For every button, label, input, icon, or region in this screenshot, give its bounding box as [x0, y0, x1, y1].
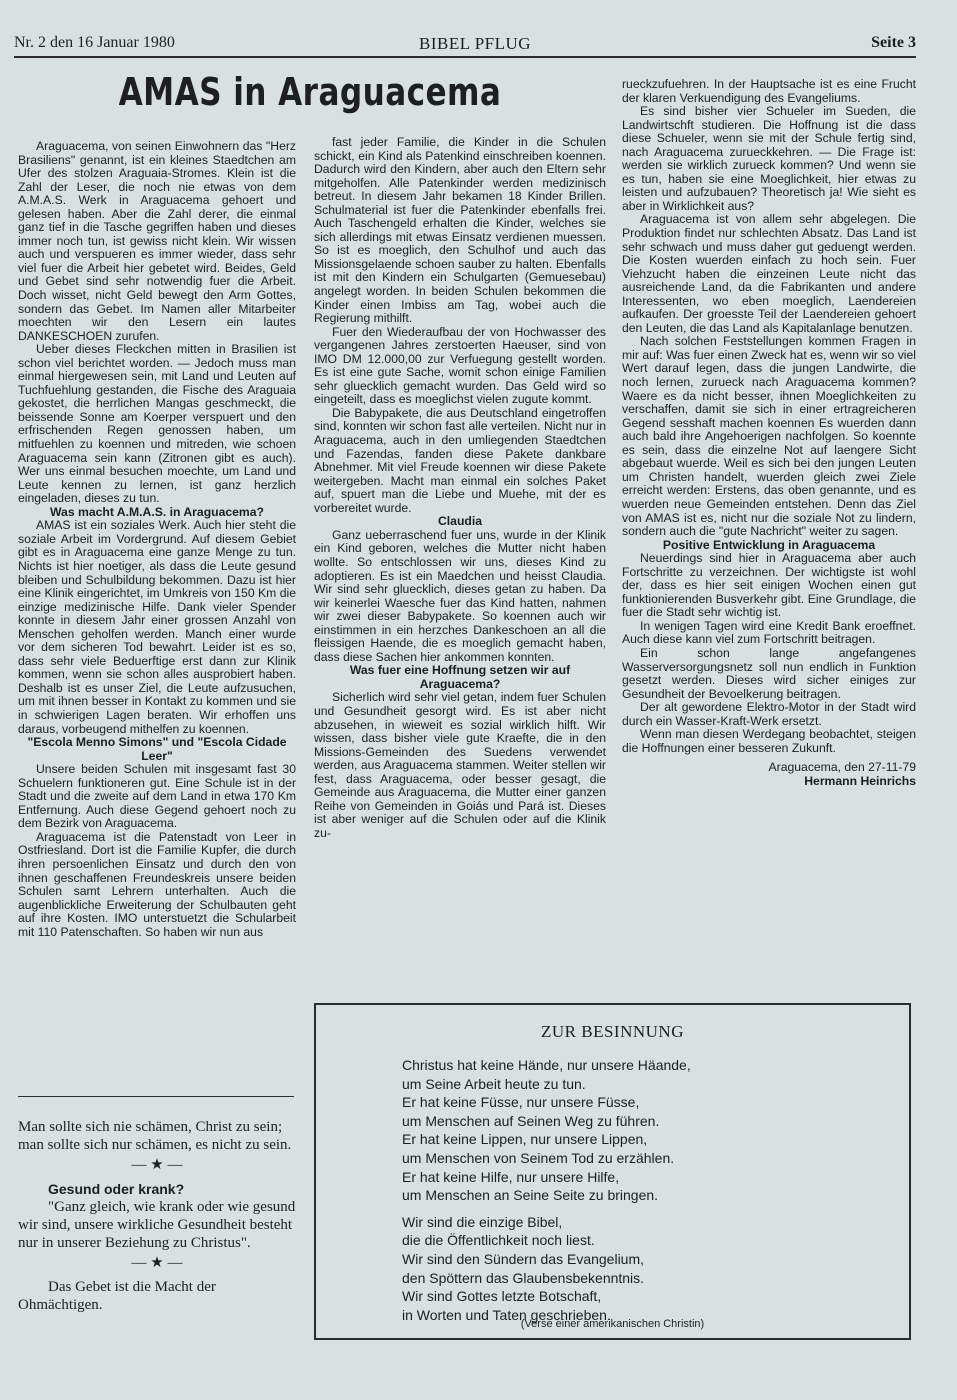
- poem-line: den Spöttern das Glaubensbekenntnis.: [402, 1269, 645, 1286]
- subheading: Was fuer eine Hoffnung setzen wir auf Araguacema?: [349, 663, 571, 691]
- paragraph: Die Babypakete, die aus Deutschland eingetroffen sind, konnten wir schon fast alle verteilen. Nicht nur in Araguacema, auch in den umliegenden Staedtchen und Fazendas, fanden diese Pakete dankbare Abnehmer. Mit viel Freude koennen wir diese Pakete weitergeben. Macht man einmal ein solches Paket auf, spuert man die Liebe und Muehe, mit der es vorbereitet wurde.: [314, 405, 606, 515]
- article-signoff: [622, 761, 916, 788]
- paragraph: Sicherlich wird sehr viel getan, indem fuer Schulen und Gesundheit gesorgt wird. Es ist aber nicht abzusehen, in wieweit es sozial wirklich hilft. Wir wissen, dass bisher viele gute Kraefte, die in den Missions-Gemeinden des Suedens verwendet werden, aus Araguacema stammen. Weiter stellen wir fest, dass Araguacema, oder besser gesagt, die Gemeinde aus Araguacema, die Mutter einer ganzen Reihe von Gemeinden in Goiás und Pará ist. Dieses ist aber weniger auf die Schulen oder auf die Klinik zu-: [314, 690, 606, 840]
- paragraph: In wenigen Tagen wird eine Kredit Bank eroeffnet. Auch diese kann viel zum Fortschritt beitragen.: [622, 618, 916, 647]
- poem-stanza-1: [402, 1056, 902, 1205]
- paragraph: Ueber dieses Fleckchen mitten in Brasilien ist schon viel berichtet worden. — Jedoch muss man einmal hiergewesen sein, mit Land und Leuten auf Tuchfuehlung gestanden, die Fische des Araguaia gekostet, die herrlichen Mangas geschmeckt, die beissende Sonne am Koerper verspuert und den erfrischenden Regen genossen haben, um mitfuehlen zu koennen und mitreden, wie schoen Araguacema sein kann (Zitronen gibt es auch). Wer uns einmal besuchen moechte, um Land und Leute kennen zu lernen, ist ganz herzlich eingeladen, dieses zu tun.: [18, 342, 296, 506]
- poem-line: Er hat keine Lippen, nur unsere Lippen,: [402, 1131, 648, 1148]
- paragraph: Ganz ueberraschend fuer uns, wurde in der Klinik ein Kind geboren, welches die Mutter nicht haben wollte. So entschlossen wir uns, dieses Kind zu adoptieren. Es ist ein Maedchen und heisst Claudia. Wir sind sehr gluecklich, dieses getan zu haben. Da wir keinerlei Waesche fuer das Kind hatten, nahmen wir zwei dieser Babypakete. So koennen auch wir einstimmen in ein herzches Dankeschoen an all die fleissigen Haende, die es moeglich gemacht haben, dass diese Sachen hier ankommen konnten.: [314, 527, 606, 664]
- poem: [402, 1056, 902, 1324]
- paragraph: Neuerdings sind hier in Araguacema aber auch Fortschritte zu verzeichnen. Der wichtigste ist wohl der, dass es hier seit einigen Wochen einen gut funktionierenden Busverkehr gibt. Eine Grundlage, die fuer die Stadt sehr wichtig ist.: [622, 551, 916, 620]
- aphorism-quote-2: "Ganz gleich, wie krank oder wie gesund wir sind, unsere wirkliche Gesundheit besteht nur in unserer Beziehung zu Christus".: [18, 1199, 296, 1251]
- signoff-date: Araguacema, den 27-11-79: [768, 760, 916, 775]
- paragraph: fast jeder Familie, die Kinder in die Schulen schickt, ein Kind als Patenkind einschreiben koennen. Dadurch wird den Kindern, aber auch den Eltern sehr mitgeholfen. Alle Patenkinder werden medizinisch betreut. In diesem Jahr bekamen 18 Kinder Brillen. Schulmaterial ist fuer die Patenkinder ebenfalls frei. Auch Taschengeld erhalten die Kinder, welches sie sich allerdings mit etwas Einsatz verdienen muessen. So ist es moeglich, den Schulhof und auch das Missionsgelaende schoen sauber zu halten. Ebenfalls ist mit den Kindern ein Schulgarten (Gemuesebau) angelegt worden. In beiden Schulen bekommen die Kinder einen Imbiss am Tag, wobei auch die Regierung mithilft.: [314, 135, 606, 326]
- poem-line: die die Öffentlichkeit noch liest.: [402, 1232, 595, 1249]
- poem-line: Christus hat keine Hände, nur unsere Häande,: [402, 1057, 691, 1073]
- paragraph: rueckzufuehren. In der Hauptsache ist es eine Frucht der klaren Verkuendigung des Evangeliums.: [622, 77, 916, 105]
- page-header: [14, 30, 916, 58]
- paragraph: Araguacema ist die Patenstadt von Leer in Ostfriesland. Dort ist die Familie Kupfer, die durch ihren persoenlichen Einsatz und durch den von ihnen geschaffenen Freundeskreis unsere beiden Schulen samt Lehrern unterhalten. Auch die augenblickliche Erweiterung der Schulbauten geht auf ihre Kosten. IMO unterstuetzt die Schularbeit mit 110 Patenschaften. So haben wir nun aus: [18, 829, 296, 939]
- paragraph: Fuer den Wiederaufbau der von Hochwasser des vergangenen Jahres zerstoerten Haeuser, sind von IMO DM 12.000,00 zur Verfuegung gestellt worden. Es ist eine gute Sache, womit schon einige Familien sehr gluecklich gemacht wurden. Das Geld wird so eingeteilt, dass es moeglichst vielen zugute kommt.: [314, 324, 606, 407]
- subheading: Was macht A.M.A.S. in Araguacema?: [49, 504, 264, 519]
- paragraph: Ein schon lange angefangenes Wasserversorgungsnetz soll nun endlich in Funktion gesetzt werden. Dieses wird sicher einiges zur Gesundheit der Bevoelkerung beitragen.: [622, 645, 916, 701]
- newspaper-name: BIBEL PFLUG: [419, 34, 532, 53]
- poem-line: Er hat keine Füsse, nur unsere Füsse,: [402, 1094, 640, 1111]
- paragraph: Nach solchen Feststellungen kommen Fragen in mir auf: Was fuer einen Zweck hat es, wenn wir so viel Wert darauf legen, dass die jungen Landwirte, die noch lernen, zurueck nach Araguacema kommen? Waere es da nicht besser, ihnen Moeglichkeiten zu verschaffen, damit sie sich in einer ertragreicheren Gegend sesshaft machen koennen Es wuerden dann auch bald ihre Angehoerigen nachfolgen. So koennte es sein, dass die einzelne Not auf laengere Sicht abgebaut wuerde. Weil es sich bei den jungen Leuten um Christen handelt, wuerden gleich zwei Ziele erreicht werden: Erstens, das oben genannte, und es wuerden neue Gemeinden entstehen. Denn das Ziel von AMAS ist es, nicht nur die soziale Not zu lindern, sondern auch die "gute Nachricht" weiter zu sagen.: [622, 334, 916, 539]
- paragraph: Araguacema ist von allem sehr abgelegen. Die Produktion findet nur schlechten Absatz. Das Land ist sehr schwach und muss daher gut geduengt werden. Die Kosten wuerden einfach zu hoch sein. Fuer Viehzucht haben die einzeinen Leute nicht das ausreichende Land, da die Fabrikanten und andere Interessenten, wo eben moeglich, Laendereien aufkaufen. Der groesste Teil der Laendereien gehoert den Leuten, die das Land als Kapitalanlage benutzen.: [622, 212, 916, 335]
- reflection-title: ZUR BESINNUNG: [541, 1022, 684, 1041]
- poem-line: Wir sind Gottes letzte Botschaft,: [402, 1288, 602, 1305]
- paragraph: Es sind bisher vier Schueler im Sueden, die Landwirtschft studieren. Die Hoffnung ist die dass diese Schueler, wenn sie mit der Schule fertig sind, nach Araguacema zurueckkehren. — Die Frage ist: werden sie wirklich zurueck kommen? Und wenn sie es tun, haben sie eine Moeglichkeit, hier etwas zu leisten und aufzubauen? Theoretisch ja! Wie sieht es aber in Wirklichkeit aus?: [622, 104, 916, 213]
- article-column-3: [622, 78, 916, 788]
- issue-date: Nr. 2 den 16 Januar 1980: [14, 34, 175, 51]
- poem-line: um Menschen an Seine Seite zu bringen.: [402, 1187, 659, 1204]
- aphorism-heading: Gesund oder krank?: [48, 1181, 185, 1197]
- page-number: Seite 3: [871, 34, 916, 51]
- article-headline: AMAS in Araguacema: [118, 70, 502, 114]
- aphorism-quote-1: Man sollte sich nie schämen, Christ zu sein; man sollte sich nur schämen, es nicht zu sein.: [18, 1119, 292, 1153]
- article-column-1: [18, 140, 296, 939]
- paragraph: Wenn man diesen Werdegang beobachtet, steigen die Hoffnungen einer besseren Zukunft.: [622, 727, 916, 755]
- subheading: Positive Entwicklung in Araguacema: [662, 537, 876, 552]
- poem-line: in Worten und Taten geschrieben.: [402, 1306, 611, 1323]
- poem-line: Wir sind die einzige Bibel,: [402, 1213, 563, 1230]
- aphorisms-section: [18, 1118, 296, 1314]
- subheading: Claudia: [437, 514, 483, 529]
- poem-line: um Menschen von Seinem Tod zu erzählen.: [402, 1149, 675, 1166]
- signoff-author: Hermann Heinrichs: [804, 773, 916, 788]
- poem-source: (Verse einer amerikanischen Christin): [520, 1318, 705, 1330]
- paragraph: Unsere beiden Schulen mit insgesamt fast 30 Schuelern funktioneren gut. Eine Schule ist in der Stadt und die zweite auf dem Land in etwa 170 Km Entfernung. Auch diese Gegend gehoert noch zu dem Bezirk von Araguacema.: [18, 762, 296, 831]
- poem-line: um Menschen auf Seinen Weg zu führen.: [402, 1112, 660, 1129]
- reflection-box: [314, 1003, 911, 1340]
- section-divider: [18, 1096, 294, 1097]
- paragraph: AMAS ist ein soziales Werk. Auch hier steht die soziale Arbeit im Vordergrund. Auf diesem Gebiet gibt es in Araguacema eine ganze Menge zu tun. Nichts ist hier noetiger, als dass die Leute gesund bleiben und Schulbildung bekommen. Dazu ist hier eine Klinik eingerichtet, im Umkreis von 150 Km die einzige medizinische Hilfe. Dank vieler Spender konnte in diesem Jahr einer grossen Anzahl von Menschen geholfen werden. Manch einer wurde vor dem sicheren Tod bewahrt. Leider ist es so, dass sehr viele Beduerftige erst dann zur Klinik kommen, wenn sie schon alles ausprobiert haben. Deshalb ist es unser Ziel, die Leute aufzusuchen, um mit ihnen besser in Kontakt zu kommen und sie in schwierigen Lagen beraten. Wir erhoffen uns daraus, vorbeugend mithelfen zu koennen.: [18, 518, 296, 736]
- star-separator: — ★ —: [131, 1157, 183, 1173]
- subheading: "Escola Menno Simons" und "Escola Cidade Leer": [27, 735, 287, 763]
- paragraph: Der alt gewordene Elektro-Motor in der Stadt wird durch ein Wasser-Kraft-Werk ersetzt.: [622, 700, 916, 728]
- aphorism-quote-3: Das Gebet ist die Macht der Ohmächtigen.: [18, 1279, 216, 1313]
- poem-line: um Seine Arbeit heute zu tun.: [402, 1075, 586, 1092]
- paragraph: Araguacema, von seinen Einwohnern das "Herz Brasiliens" genannt, ist ein kleines Staedtchen am Ufer des stolzen Araguaia-Stromes. Klein ist die Zahl der Leser, die noch nie etwas von dem A.M.A.S. Werk in Araguacema gehoert und gelesen haben. Aber die Zahl derer, die einmal ganz tief in die Tasche gegriffen haben und dieses immer noch tun, ist gewiss nicht klein. Wir wissen auch und verspueren es immer wieder, dass sehr viel fuer die Arbeit hier gebetet wird. Beides, Geld und Gebet sind sehr notwendig fuer die Arbeit. Doch wisset, nicht Geld bewegt den Arm Gottes, sondern das Gebet. Im Namen aller Mitarbeiter moechten wir den Lesern ein lautes DANKESCHOEN zurufen.: [18, 139, 296, 343]
- poem-stanza-2: [402, 1213, 902, 1325]
- poem-line: Er hat keine Hilfe, nur unsere Hilfe,: [402, 1168, 620, 1185]
- article-column-2: [314, 136, 606, 840]
- poem-line: Wir sind den Sündern das Evangelium,: [402, 1250, 645, 1267]
- star-separator-2: — ★ —: [131, 1255, 183, 1271]
